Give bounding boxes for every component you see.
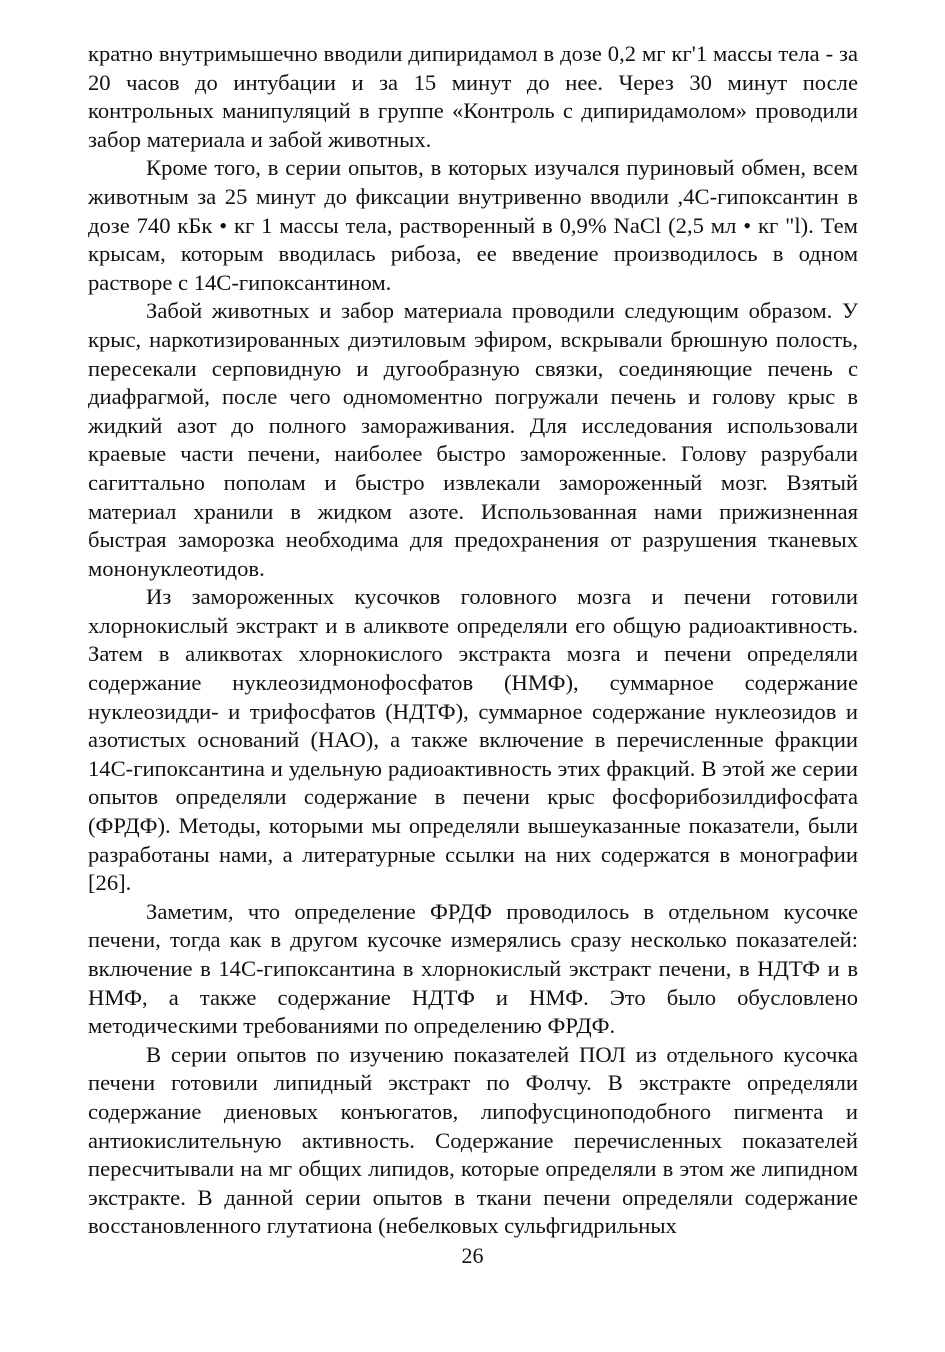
paragraph-lipid-peroxidation: В серии опытов по изучению показателей ПОЛ из отдельного кусочка печени готовили липидный экстракт по Фолчу. В экстракте определяли содержание диеновых конъюгатов, липофусциноподобного пигмента и антиокислительную активность. Содержание перечисленных показателей пересчитывали на мг общих липидов, которые определяли в этом же липидном экстракте. В данной серии опытов в ткани печени определяли содержание восстановленного глутатиона (небелковых сульфгидрильных (88, 1041, 858, 1239)
document-page (88, 40, 858, 1241)
page-number: 26 (461, 1243, 484, 1268)
paragraph-frdf-note: Заметим, что определение ФРДФ проводилось в отдельном кусочке печени, тогда как в другом кусочке измерялись сразу несколько показателей: включение в 14С-гипоксантина в хлорнокислый экстракт печени, в НДТФ и в НМФ, а также содержание НДТФ и НМФ. Это было обусловлено методическими требованиями по определению ФРДФ. (88, 898, 858, 1039)
paragraph-perchloric-extract: Из замороженных кусочков головного мозга и печени готовили хлорнокислый экстракт и в аликвоте определяли его общую радиоактивность. Затем в аликвотах хлорнокислого экстракта мозга и печени определяли содержание нуклеозидмонофосфатов (НМФ), суммарное содержание нуклеозидди- и трифосфатов (НДТФ), суммарное содержание нуклеозидов и азотистых оснований (НАО), а также включение в перечисленные фракции 14С-гипоксантина и удельную радиоактивность этих фракций. В этой же серии опытов определяли содержание в печени крыс фосфорибозилдифосфата (ФРДФ). Методы, которыми мы определяли вышеуказанные показатели, были разработаны нами, а литературные ссылки на них содержатся в монографии [26]. (88, 584, 858, 896)
paragraph-dipyridamole-continuation: кратно внутримышечно вводили дипиридамол в дозе 0,2 мг кг'1 массы тела - за 20 часов до интубации и за 15 минут до нее. Через 30 минут после контрольных манипуляций в группе «Контроль с дипиридамолом» проводили забор материала и забой животных. (88, 41, 858, 152)
paragraph-sampling-procedure: Забой животных и забор материала проводили следующим образом. У крыс, наркотизированных диэтиловым эфиром, вскрывали брюшную полость, пересекали серповидную и дугообразную связки, соединяющие печень с диафрагмой, после чего одномоментно погружали печень и голову крыс в жидкий азот до полного замораживания. Для исследования использовали краевые части печени, наиболее быстро замороженные. Голову разрубали сагиттально пополам и быстро извлекали замороженный мозг. Взятый материал хранили в жидком азоте. Использованная нами прижизненная быстрая заморозка необходима для предохранения от разрушения тканевых мононуклеотидов. (88, 298, 858, 581)
paragraph-hypoxanthine-injection: Кроме того, в серии опытов, в которых изучался пуриновый обмен, всем животным за 25 минут до фиксации внутривенно вводили ,4С-гипоксантин в дозе 740 кБк • кг 1 массы тела, растворенный в 0,9% NaCl (2,5 мл • кг "l). Тем крысам, которым вводилась рибоза, ее введение производилось в одном растворе с 14С-гипоксантином. (88, 155, 858, 295)
